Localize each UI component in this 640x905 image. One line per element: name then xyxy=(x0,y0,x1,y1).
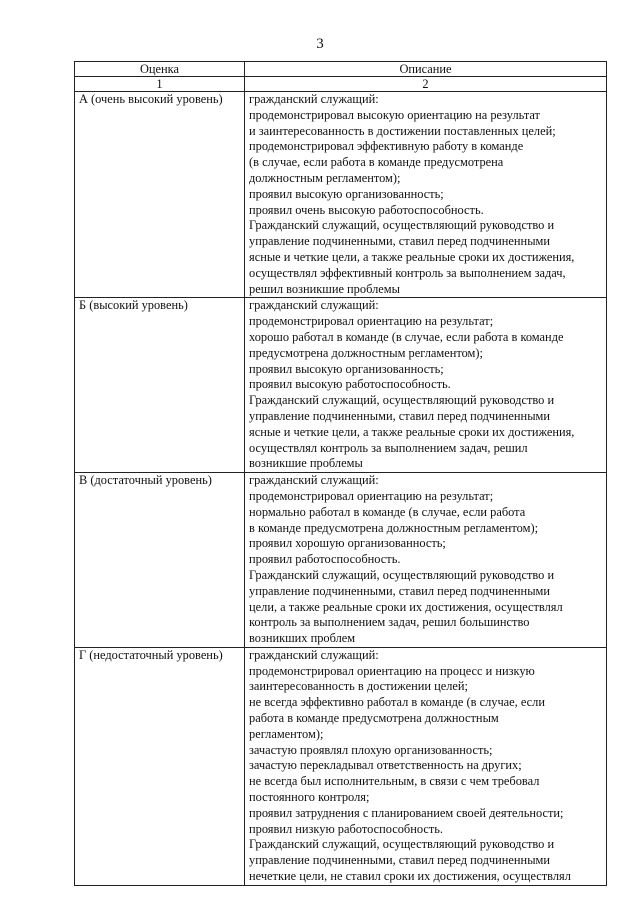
description-line: хорошо работал в команде (в случае, если работа в команде xyxy=(249,329,564,344)
table-row xyxy=(75,473,607,648)
description-line: проявил хорошую организованность; xyxy=(249,536,446,551)
page-number: 3 xyxy=(316,36,324,52)
description-line: продемонстрировал ориентацию на результат; xyxy=(249,314,494,329)
description-line: Гражданский служащий, осуществляющий руководство и xyxy=(249,837,555,852)
description-line: проявил затруднения с планированием своей деятельности; xyxy=(249,805,564,820)
grade-cell-v: В (достаточный уровень) xyxy=(75,473,245,648)
description-cell-b xyxy=(245,298,607,473)
column-number-1: 1 xyxy=(75,77,245,92)
description-line: работа в команде предусмотрена должностным xyxy=(249,711,499,726)
description-line: продемонстрировал высокую ориентацию на результат xyxy=(249,107,540,122)
description-line: не всегда был исполнительным, в связи с чем требовал xyxy=(249,774,540,789)
description-line: ясные и четкие цели, а также реальные сроки их достижения, xyxy=(249,424,575,439)
description-line: гражданский служащий: xyxy=(249,298,379,313)
header-grade: Оценка xyxy=(75,62,245,77)
description-line: проявил работоспособность. xyxy=(249,552,401,567)
description-line: управление подчиненными, ставил перед подчиненными xyxy=(249,853,550,868)
description-line: продемонстрировал ориентацию на процесс и низкую xyxy=(249,663,535,678)
description-line: регламентом); xyxy=(249,726,324,741)
description-line: осуществлял контроль за выполнением задач, решил xyxy=(249,440,528,455)
description-line: управление подчиненными, ставил перед подчиненными xyxy=(249,234,550,249)
column-number-2: 2 xyxy=(245,77,607,92)
description-line: возникшие проблемы xyxy=(249,456,363,471)
description-line: зачастую перекладывал ответственность на других; xyxy=(249,758,522,773)
grade-cell-b: Б (высокий уровень) xyxy=(75,298,245,473)
description-line: управление подчиненными, ставил перед подчиненными xyxy=(249,408,550,423)
description-line: проявил высокую организованность; xyxy=(249,186,444,201)
description-line: Гражданский служащий, осуществляющий руководство и xyxy=(249,218,555,233)
description-line: возникших проблем xyxy=(249,631,356,646)
description-line: постоянного контроля; xyxy=(249,790,370,805)
description-line: ясные и четкие цели, а также реальные сроки их достижения, xyxy=(249,249,575,264)
table-header-row xyxy=(75,62,607,77)
description-line: зачастую проявлял плохую организованность; xyxy=(249,742,493,757)
description-line: решил возникшие проблемы xyxy=(249,281,400,296)
grading-table xyxy=(74,61,607,886)
table-row xyxy=(75,647,607,885)
description-cell-a xyxy=(245,92,607,298)
description-line: предусмотрена должностным регламентом); xyxy=(249,345,483,360)
description-line: Гражданский служащий, осуществляющий руководство и xyxy=(249,393,555,408)
description-line: цели, а также реальные сроки их достижения, осуществлял xyxy=(249,599,563,614)
description-line: в команде предусмотрена должностным регламентом); xyxy=(249,520,539,535)
description-line: нечеткие цели, не ставил сроки их достижения, осуществлял xyxy=(249,869,571,884)
description-line: Гражданский служащий, осуществляющий руководство и xyxy=(249,567,555,582)
grade-cell-a: А (очень высокий уровень) xyxy=(75,92,245,298)
description-line: осуществлял эффективный контроль за выполнением задач, xyxy=(249,265,566,280)
description-cell-v xyxy=(245,473,607,648)
description-line: гражданский служащий: xyxy=(249,473,379,488)
description-line: контроль за выполнением задач, решил большинство xyxy=(249,615,530,630)
table-row xyxy=(75,298,607,473)
column-number-row xyxy=(75,77,607,92)
description-line: проявил высокую организованность; xyxy=(249,361,444,376)
table-row xyxy=(75,92,607,298)
description-line: проявил низкую работоспособность. xyxy=(249,821,444,836)
description-line: управление подчиненными, ставил перед подчиненными xyxy=(249,583,550,598)
description-line: (в случае, если работа в команде предусмотрена xyxy=(249,155,504,170)
description-line: гражданский служащий: xyxy=(249,647,379,662)
description-line: продемонстрировал эффективную работу в команде xyxy=(249,139,524,154)
description-line: проявил высокую работоспособность. xyxy=(249,377,451,392)
grade-cell-g: Г (недостаточный уровень) xyxy=(75,647,245,885)
description-cell-g xyxy=(245,647,607,885)
header-description: Описание xyxy=(245,62,607,77)
description-line: заинтересованность в достижении целей; xyxy=(249,679,468,694)
description-line: гражданский служащий: xyxy=(249,92,379,106)
description-line: нормально работал в команде (в случае, если работа xyxy=(249,504,526,519)
description-line: должностным регламентом); xyxy=(249,170,401,185)
description-line: проявил очень высокую работоспособность. xyxy=(249,202,484,217)
description-line: не всегда эффективно работал в команде (в случае, если xyxy=(249,695,546,710)
description-line: продемонстрировал ориентацию на результат; xyxy=(249,488,494,503)
description-line: и заинтересованность в достижении поставленных целей; xyxy=(249,123,556,138)
